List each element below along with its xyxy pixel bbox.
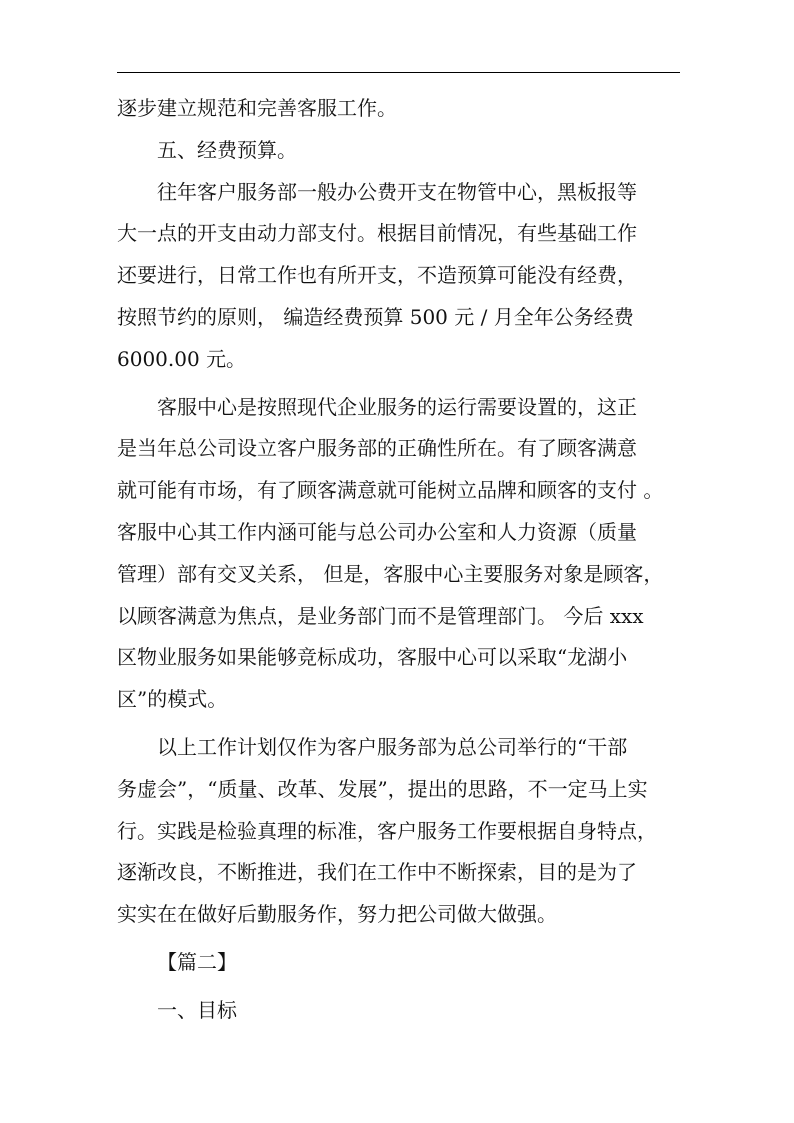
text-line: 逐步建立规范和完善客服工作。 (117, 96, 397, 120)
text-line: 就可能有市场，有了顾客满意就可能树立品牌和顾客的支付 。 (117, 478, 664, 503)
text-line: 五、经费预算。 (157, 137, 297, 162)
text-line: 是当年总公司设立客户服务部的正确性所在。有了顾客满意 (117, 436, 637, 461)
text-line: 【篇二】 (157, 949, 237, 974)
text-line: 管理）部有交叉关系， 但是，客服中心主要服务对象是顾客， (117, 561, 664, 586)
text-line: 往年客户服务部一般办公费开支在物管中心，黑板报等 (157, 179, 637, 204)
text-line: 行。实践是检验真理的标准，客户服务工作要根据自身特点， (117, 818, 657, 843)
text-line: 区”的模式。 (117, 687, 228, 712)
text-line: 逐渐改良，不断推进，我们在工作中不断探索，目的是为了 (117, 860, 637, 885)
text-line: 一、目标 (157, 997, 237, 1022)
header-rule (117, 72, 680, 73)
text-line: 区物业服务如果能够竞标成功，客服中心可以采取“龙湖小 (117, 645, 628, 670)
document-body (117, 88, 679, 1032)
text-line: 大一点的开支由动力部支付。根据目前情况，有些基础工作 (117, 221, 637, 246)
text-line: 实实在在做好后勤服务作，努力把公司做大做强。 (117, 902, 557, 927)
text-line: 6000.00 元。 (117, 346, 247, 371)
text-line: 客服中心是按照现代企业服务的运行需要设置的，这正 (157, 394, 637, 419)
text-line: 还要进行，日常工作也有所开支，不造预算可能没有经费， (117, 263, 637, 288)
text-line: 客服中心其工作内涵可能与总公司办公室和人力资源（质量 (117, 519, 637, 544)
text-line: 以顾客满意为焦点，是业务部门而不是管理部门。 今后 xxx (117, 603, 644, 628)
text-line: 以上工作计划仅作为客户服务部为总公司举行的“干部 (157, 734, 628, 759)
text-line: 按照节约的原则， 编造经费预算 500 元 / 月全年公务经费 (117, 304, 634, 329)
text-line: 务虚会”，“质量、改革、发展”，提出的思路，不一定马上实 (117, 776, 648, 801)
